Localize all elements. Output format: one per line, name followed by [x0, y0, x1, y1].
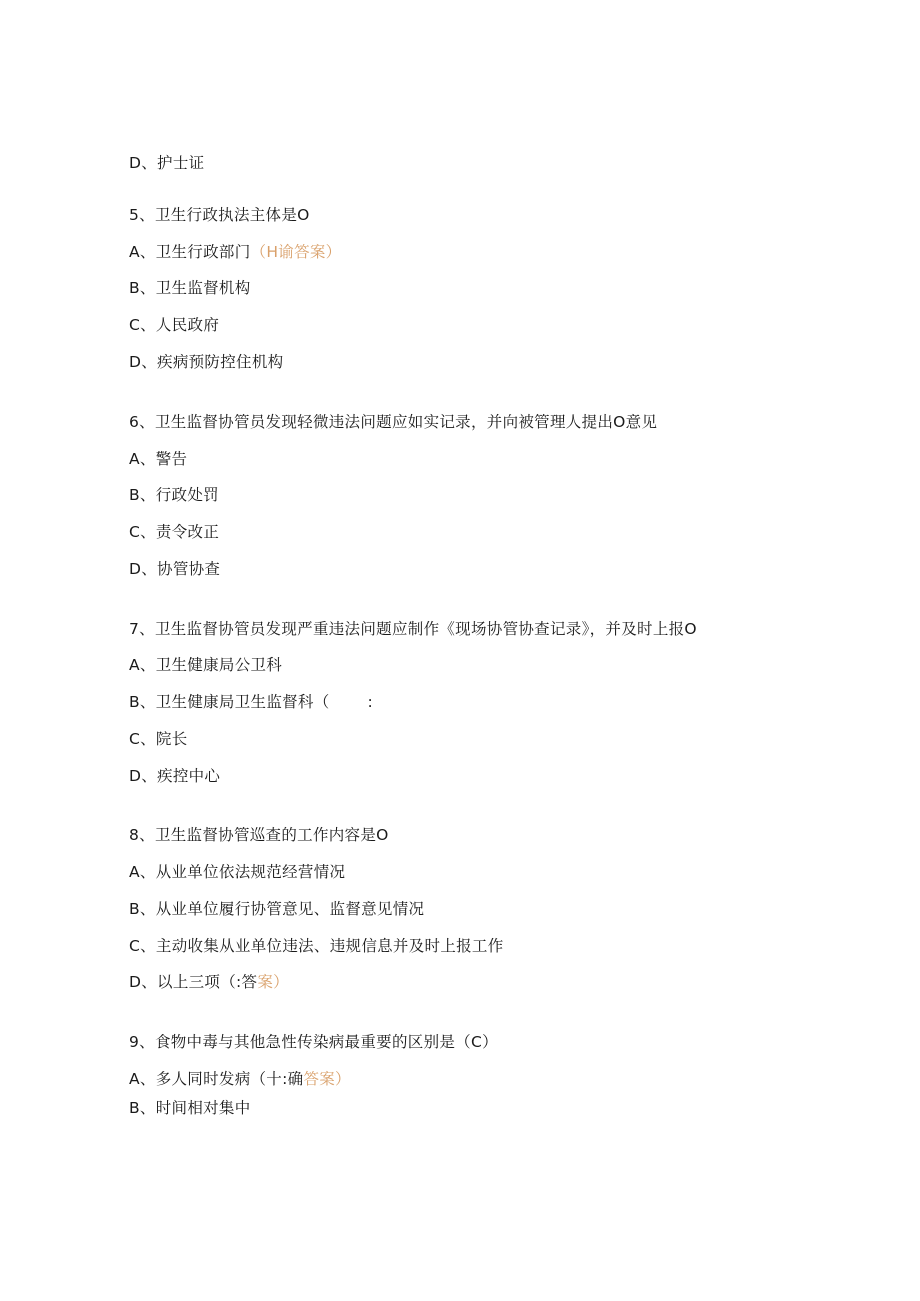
question-9: 9、食物中毒与其他急性传染病最重要的区别是（C） — [129, 1033, 498, 1051]
option-8c: C、主动收集从业单位违法、违规信息并及时上报工作 — [129, 937, 504, 955]
question-8: 8、卫生监督协管巡查的工作内容是O — [129, 826, 389, 844]
option-6c: C、责令改正 — [129, 523, 220, 541]
question-7: 7、卫生监督协管员发现严重违法问题应制作《现场协管协查记录》，并及时上报O — [129, 620, 697, 638]
option-7a: A、卫生健康局公卫科 — [129, 656, 283, 674]
answer-note: 答案） — [303, 1070, 351, 1088]
option-8b: B、从业单位履行协管意见、监督意见情况 — [129, 900, 425, 918]
option-5c: C、人民政府 — [129, 316, 220, 334]
option-7b: B、卫生健康局卫生监督科（ : — [129, 693, 374, 711]
option-5d: D、疾病预防控住机构 — [129, 353, 284, 371]
option-7d: D、疾控中心 — [129, 767, 221, 785]
answer-note: 案） — [257, 973, 289, 991]
option-6d: D、协管协查 — [129, 560, 221, 578]
option-8a: A、从业单位依法规范经营情况 — [129, 863, 346, 881]
option-9b: B、时间相对集中 — [129, 1099, 251, 1117]
question-6: 6、卫生监督协管员发现轻微违法问题应如实记录，并向被管理人提出O意见 — [129, 413, 658, 431]
option-6b: B、行政处罚 — [129, 486, 219, 504]
option-7c: C、院长 — [129, 730, 188, 748]
option-4d: D、护士证 — [129, 154, 205, 172]
option-9a: A、多人同时发病（十:确答案） — [129, 1070, 351, 1088]
option-6a: A、警告 — [129, 450, 188, 468]
option-5b: B、卫生监督机构 — [129, 279, 251, 297]
answer-note: （H谕答案） — [250, 243, 342, 261]
option-5a: A、卫生行政部门（H谕答案） — [129, 243, 342, 261]
question-5: 5、卫生行政执法主体是O — [129, 206, 310, 224]
option-8d: D、以上三项（:答案） — [129, 973, 289, 991]
